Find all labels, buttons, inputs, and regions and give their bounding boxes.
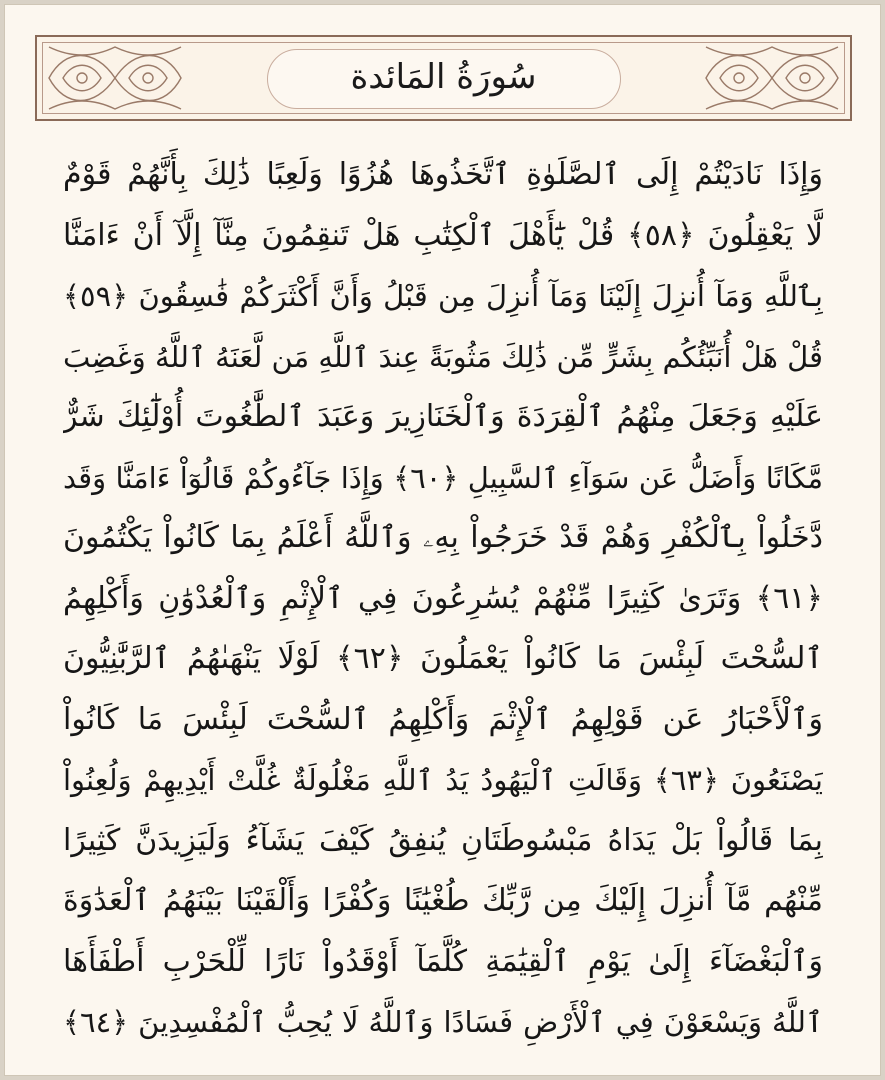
verse-line-11: يَصْنَعُونَ ﴿٦٣﴾ وَقَالَتِ ٱلْيَهُودُ يَدُ ٱللَّهِ مَغْلُولَةٌ غُلَّتْ أَيْدِيهِمْ وَلُعِنُواْ — [63, 763, 823, 797]
verse-line-5: عَلَيْهِ وَجَعَلَ مِنْهُمُ ٱلْقِرَدَةَ وَٱلْخَنَازِيرَ وَعَبَدَ ٱلطَّٰغُوتَ أُوْلَٰٓئِكَ شَرٌّ — [63, 399, 823, 434]
verse-line-3: بِٱللَّهِ وَمَآ أُنزِلَ إِلَيْنَا وَمَآ أُنزِلَ مِن قَبْلُ وَأَنَّ أَكْثَرَكُمْ فَٰسِقُونَ ﴿٥٩﴾ — [63, 279, 823, 313]
mushaf-page — [4, 4, 881, 1076]
surah-title: سُورَةُ المَائدة — [350, 57, 537, 97]
surah-header-frame — [35, 35, 852, 121]
verse-line-2: لَّا يَعْقِلُونَ ﴿٥٨﴾ قُلْ يَٰٓأَهْلَ ٱلْكِتَٰبِ هَلْ تَنقِمُونَ مِنَّآ إِلَّآ أَنْ ءَامَنَّا — [63, 217, 823, 253]
verse-line-8: ﴿٦١﴾ وَتَرَىٰ كَثِيرًا مِّنْهُمْ يُسَٰرِعُونَ فِي ٱلْإِثْمِ وَٱلْعُدْوَٰنِ وَأَكْلِهِمُ — [63, 580, 823, 616]
verse-line-14: وَٱلْبَغْضَآءَ إِلَىٰ يَوْمِ ٱلْقِيَٰمَةِ كُلَّمَآ أَوْقَدُواْ نَارًا لِّلْحَرْبِ أَطْفَأَهَا — [63, 943, 823, 979]
verse-line-13: مِّنْهُم مَّآ أُنزِلَ إِلَيْكَ مِن رَّبِّكَ طُغْيَٰنًا وَكُفْرًا وَأَلْقَيْنَا بَيْنَهُمُ ٱلْعَدَٰوَةَ — [63, 883, 823, 918]
verse-line-1: وَإِذَا نَادَيْتُمْ إِلَى ٱلصَّلَوٰةِ ٱتَّخَذُوهَا هُزُوًا وَلَعِبًا ذَٰلِكَ بِأَنَّهُمْ قَوْمٌ — [63, 157, 823, 192]
verse-line-4: قُلْ هَلْ أُنَبِّئُكُم بِشَرٍّ مِّن ذَٰلِكَ مَثُوبَةً عِندَ ٱللَّهِ مَن لَّعَنَهُ ٱللَّهُ وَغَضِبَ — [63, 339, 823, 374]
verse-line-7: دَّخَلُواْ بِٱلْكُفْرِ وَهُمْ قَدْ خَرَجُواْ بِهِۦ وَٱللَّهُ أَعْلَمُ بِمَا كَانُواْ يَكْتُمُونَ — [63, 520, 823, 555]
right-ornament-icon — [702, 43, 842, 113]
verse-line-6: مَّكَانًا وَأَضَلُّ عَن سَوَآءِ ٱلسَّبِيلِ ﴿٦٠﴾ وَإِذَا جَآءُوكُمْ قَالُوٓاْ ءَامَنَّا وَقَد — [63, 460, 823, 495]
verse-line-15: ٱللَّهُ وَيَسْعَوْنَ فِي ٱلْأَرْضِ فَسَادًا وَٱللَّهُ لَا يُحِبُّ ٱلْمُفْسِدِينَ ﴿٦٤﴾ — [63, 1005, 823, 1039]
verse-line-10: وَٱلْأَحْبَارُ عَن قَوْلِهِمُ ٱلْإِثْمَ وَأَكْلِهِمُ ٱلسُّحْتَ لَبِئْسَ مَا كَانُواْ — [63, 701, 823, 737]
verse-text-block — [63, 145, 823, 1053]
verse-line-9: ٱلسُّحْتَ لَبِئْسَ مَا كَانُواْ يَعْمَلُونَ ﴿٦٢﴾ لَوْلَا يَنْهَىٰهُمُ ٱلرَّبَّٰنِيُّونَ — [63, 641, 823, 676]
verse-line-12: بِمَا قَالُواْ بَلْ يَدَاهُ مَبْسُوطَتَانِ يُنفِقُ كَيْفَ يَشَآءُ وَلَيَزِيدَنَّ كَثِيرًا — [63, 822, 823, 858]
